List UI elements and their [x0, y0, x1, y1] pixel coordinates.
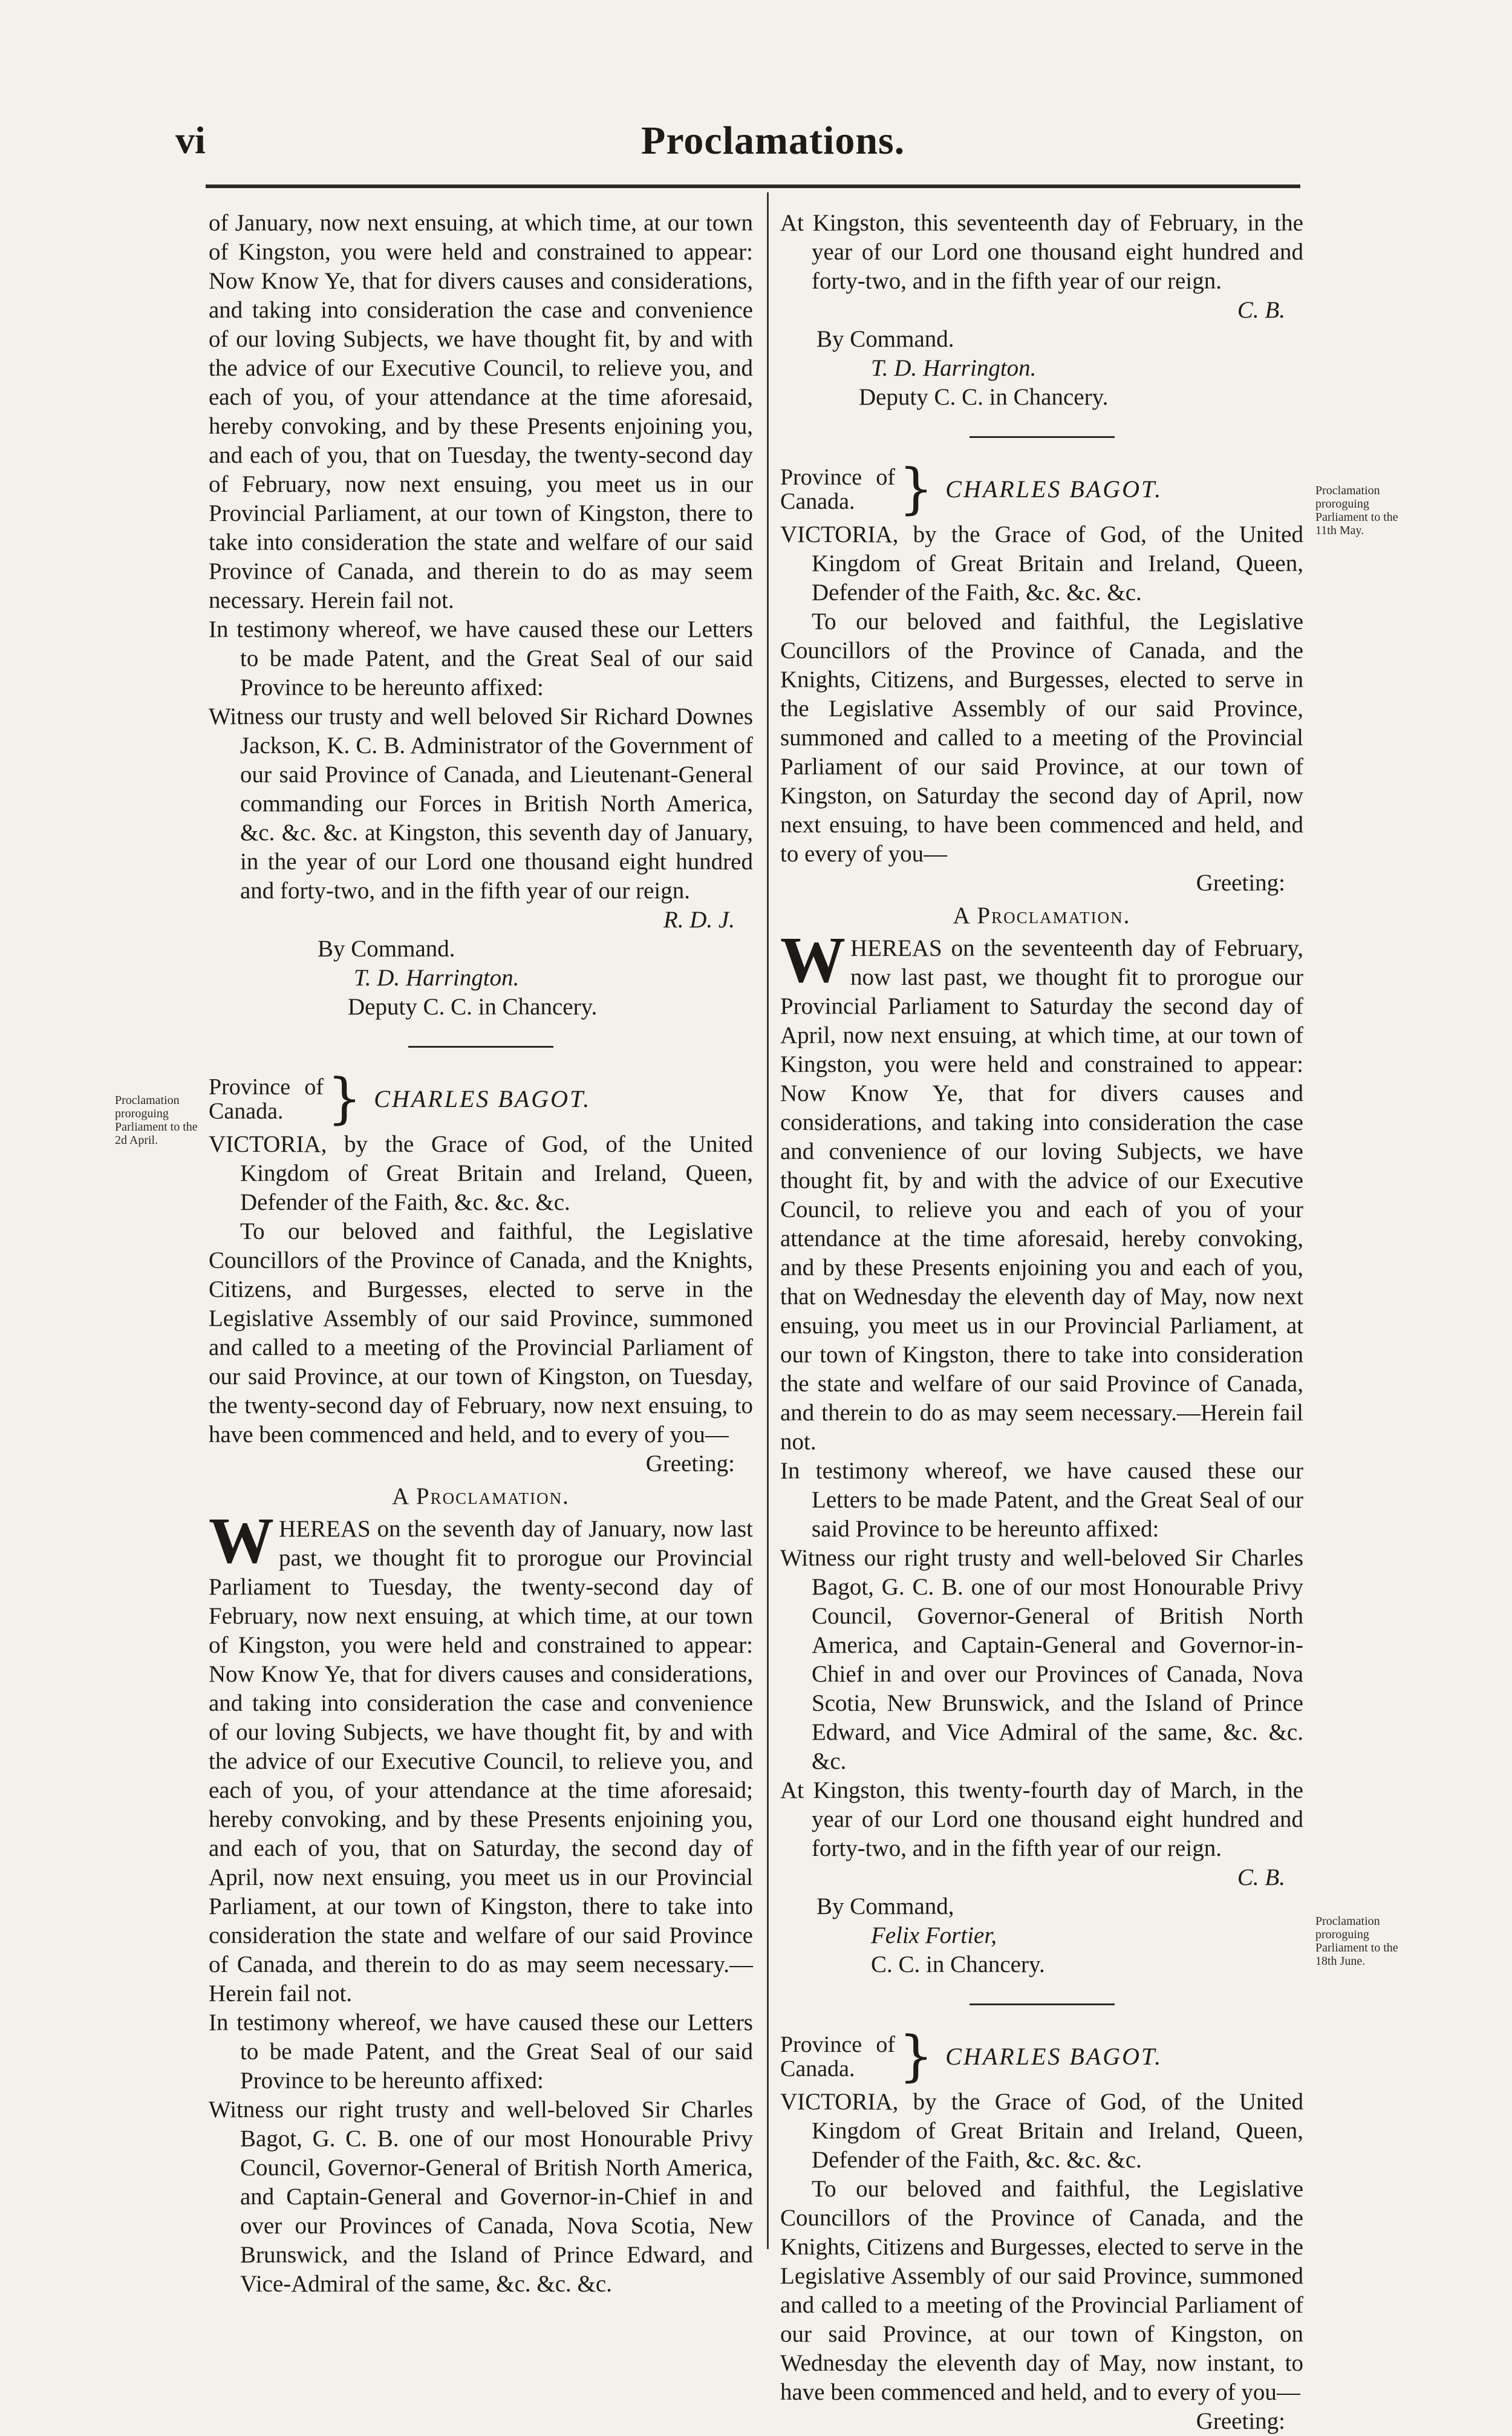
province-label: Province of Canada.	[780, 2032, 895, 2082]
section-divider	[408, 1046, 553, 1048]
witness-clause: Witness our right trusty and well-beloved Sir Charles Bagot, G. C. B. one of our most Honourable Privy Council, Governor-General of British North America, and Captain-General and Governor-in-Chief in and over our Provinces of Canada, Nova Scotia, New Brunswick, and the Island of Prince Edward, and Vice Admiral of the same, &c. &c. &c.	[780, 1545, 1303, 1774]
victoria-style: VICTORIA, by the Grace of God, of the United Kingdom of Great Britain and Ireland, Queen, Defender of the Faith, &c. &c. &c.	[209, 1131, 753, 1215]
page-title: Proclamations.	[641, 119, 905, 163]
by-command: By Command.	[816, 326, 954, 352]
column-divider	[767, 192, 769, 2249]
by-command: By Command.	[318, 936, 455, 962]
brace-glyph: }	[899, 457, 934, 521]
province-heading	[209, 1067, 753, 1131]
section-divider	[969, 436, 1115, 438]
witness-clause-2: Witness our right trusty and well-beloved Sir Charles Bagot, G. C. B. one of our most Honourable Privy Council, Governor-General of British North America, and Captain-General and Governor-in-Chief in and over our Provinces of Canada, Nova Scotia, New Brunswick, and the Island of Prince Edward, and Vice-Admiral of the same, &c. &c. &c.	[209, 2097, 753, 2297]
signature-initials: R. D. J.	[663, 907, 735, 933]
brace-glyph: }	[327, 1067, 362, 1131]
testimony-clause-2: In testimony whereof, we have caused these our Letters to be made Patent, and the Great Seal of our said Province to be hereunto affixed:	[209, 2010, 753, 2094]
governor-name: CHARLES BAGOT.	[945, 2043, 1163, 2070]
address-clause: To our beloved and faithful, the Legislative Councillors of the Province of Canada, and the Knights, Citizens, and Burgesses, elected to serve in the Legislative Assembly of our said Province, summoned and called to a meeting of the Provincial Parliament of our said Province, at our town of Kingston, on Tuesday, the twenty-second day of February, now next ensuing, to have been commenced and held, and to every of you—	[209, 1218, 753, 1448]
greeting-2: Greeting:	[1196, 2408, 1285, 2434]
header-rule	[206, 184, 1300, 188]
whereas-paragraph: WHEREAS on the seventeenth day of February, now last past, we thought fit to prorogue our Provincial Parliament to Saturday the second day of April, now next ensuing, at which time, at our town of Kingston, you were held and constrained to appear: Now Know Ye, that for divers causes and considerations, and taking into consideration the case and convenience of our loving Subjects, we have thought fit, by and with the advice of our Executive Council, to relieve you and each of you of your attendance at the time aforesaid, hereby convoking, and by these Presents enjoining you and each of you, that on Wednesday the eleventh day of May, now next ensuing, you meet us in our Provincial Parliament, at our town of Kingston, there to take into consideration the state and welfare of our said Province of Canada, and therein to do as may seem necessary.—Herein fail not.	[780, 924, 1303, 1455]
governor-name: CHARLES BAGOT.	[945, 475, 1163, 503]
by-command-2: By Command,	[816, 1893, 954, 1919]
province-label: Province of Canada.	[209, 1074, 324, 1124]
victoria-style: VICTORIA, by the Grace of God, of the United Kingdom of Great Britain and Ireland, Queen, Defender of the Faith, &c. &c. &c.	[780, 521, 1303, 606]
continued-paragraph: of January, now next ensuing, at which time, at our town of Kingston, you were held and constrained to appear: Now Know Ye, that for divers causes and considerations, and taking into consideration the case and convenience of our loving Subjects, we have thought fit, by and with the advice of our Executive Council, to relieve you, and each of you, of your attendance at the time aforesaid, hereby convoking, and by these Presents enjoining you, and each of you, that on Tuesday, the twenty-second day of February, now next ensuing, you meet us in our Provincial Parliament, at our town of Kingston, there to take into consideration the state and welfare of our said Province of Canada, and therein to do as may seem necessary. Herein fail not.	[209, 210, 753, 613]
command-office: Deputy C. C. in Chancery.	[859, 384, 1109, 410]
section-divider-2	[969, 2003, 1115, 2005]
whereas-paragraph: WHEREAS on the seventh day of January, now last past, we thought fit to prorogue our Provincial Parliament to Tuesday, the twenty-second day of February, now next ensuing, at which time, at our town of Kingston, you were held and constrained to appear: Now Know Ye, that for divers causes and considerations, and taking into consideration the case and convenience of our loving Subjects, we have thought fit, by and with the advice of our Executive Council, to relieve you, and each of you, of your attendance at the time aforesaid; hereby convoking, and by these Presents enjoining you, and each of you, that on Saturday, the second day of April, now next ensuing, you meet us in our Provincial Parliament, at our town of Kingston, there to take into consideration the state and welfare of our said Province of Canada, and therein to do as may seem necessary.—Herein fail not.	[209, 1505, 753, 2007]
margin-note-right-2: Proclamation proroguing Parliament to the 18th June.	[1315, 1915, 1398, 1968]
address-clause-2: To our beloved and faithful, the Legislative Councillors of the Province of Canada, and the Knights, Citizens and Burgesses, elected to serve in the Legislative Assembly of our said Province, summoned and called to a meeting of the Provincial Parliament of our said Province, at our town of Kingston, on Wednesday the eleventh day of May, now instant, to have been commenced and held, and to every of you—	[780, 2176, 1303, 2405]
province-heading-2	[780, 2025, 1303, 2088]
command-signatory-2: Felix Fortier,	[871, 1922, 997, 1948]
proclamation-heading: A Proclamation.	[392, 1483, 570, 1509]
dated-clause-2: At Kingston, this twenty-fourth day of March, in the year of our Lord one thousand eight hundred and forty-two, and in the fifth year of our reign.	[780, 1777, 1303, 1861]
proclamation-heading: A Proclamation.	[953, 903, 1131, 929]
right-column	[780, 209, 1303, 2436]
address-clause: To our beloved and faithful, the Legislative Councillors of the Province of Canada, and the Knights, Citizens, and Burgesses, elected to serve in the Legislative Assembly of our said Province, summoned and called to a meeting of the Provincial Parliament of our said Province, at our town of Kingston, on Saturday the second day of April, now next ensuing, to have been commenced and held, and to every of you—	[780, 609, 1303, 867]
province-label: Province of Canada.	[780, 465, 895, 514]
victoria-style-2: VICTORIA, by the Grace of God, of the United Kingdom of Great Britain and Ireland, Queen, Defender of the Faith, &c. &c. &c.	[780, 2089, 1303, 2173]
witness-clause: Witness our trusty and well beloved Sir Richard Downes Jackson, K. C. B. Administrator of the Government of our said Province of Canada, and Lieutenant-General commanding our Forces in British North America, &c. &c. &c. at Kingston, this seventh day of January, in the year of our Lord one thousand eight hundred and forty-two, and in the fifth year of our reign.	[209, 704, 753, 904]
command-signatory: T. D. Harrington.	[354, 965, 520, 991]
governor-name: CHARLES BAGOT.	[374, 1085, 591, 1112]
margin-note-left: Proclamation proroguing Parliament to the 2d April.	[115, 1094, 198, 1147]
greeting: Greeting:	[1196, 870, 1285, 896]
page-number: vi	[175, 119, 206, 162]
signature-initials-2: C. B.	[1237, 1864, 1285, 1890]
greeting: Greeting:	[645, 1451, 735, 1477]
province-heading	[780, 457, 1303, 521]
command-office: Deputy C. C. in Chancery.	[348, 994, 598, 1020]
brace-glyph: }	[899, 2025, 934, 2088]
testimony-clause: In testimony whereof, we have caused these our Letters to be made Patent, and the Great Seal of our said Province to be hereunto affixed:	[780, 1458, 1303, 1542]
command-office-2: C. C. in Chancery.	[871, 1951, 1045, 1977]
testimony-clause: In testimony whereof, we have caused these our Letters to be made Patent, and the Great Seal of our said Province to be hereunto affixed:	[209, 616, 753, 700]
margin-note-right-1: Proclamation proroguing Parliament to the 11th May.	[1315, 484, 1398, 537]
signature-initials: C. B.	[1237, 297, 1285, 323]
left-column	[209, 209, 753, 2299]
command-signatory: T. D. Harrington.	[871, 355, 1037, 381]
dated-clause: At Kingston, this seventeenth day of February, in the year of our Lord one thousand eight hundred and forty-two, and in the fifth year of our reign.	[780, 210, 1303, 294]
